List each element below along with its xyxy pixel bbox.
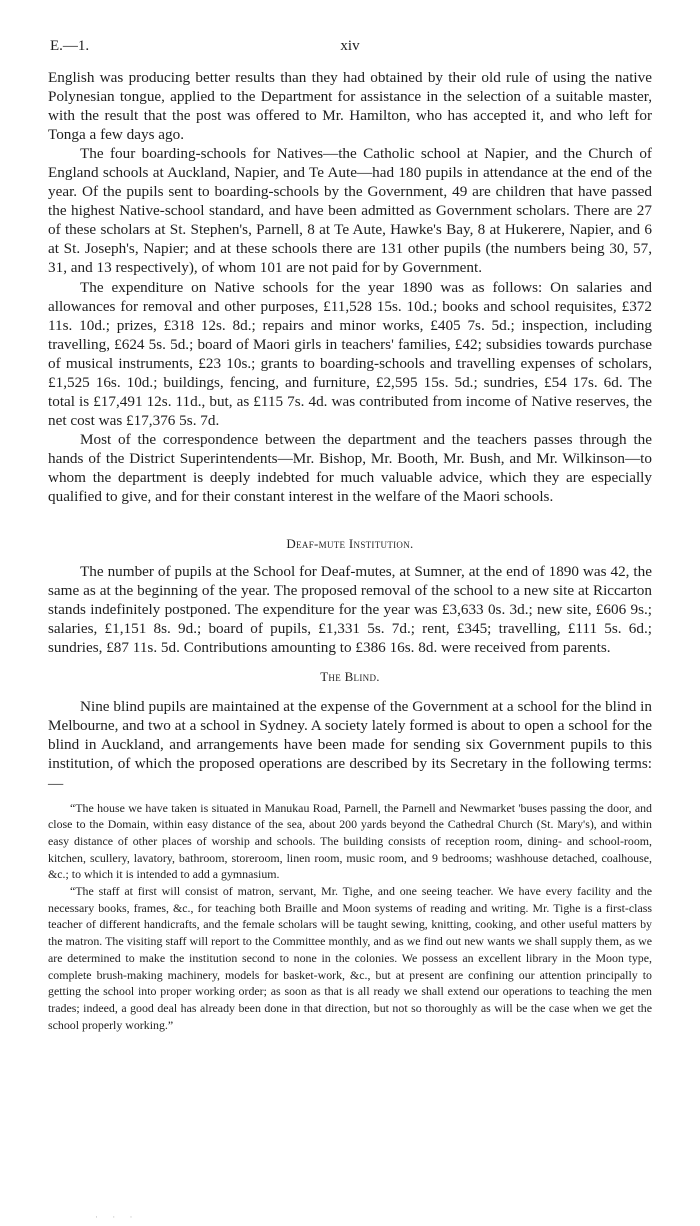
section-heading-deaf-mute: Deaf-mute Institution. [286, 536, 414, 552]
document-page [48, 38, 652, 1033]
document-reference: E.—1. [50, 38, 90, 54]
section-heading-blind: The Blind. [320, 669, 380, 685]
body-paragraph: The expenditure on Native schools for the year 1890 was as follows: On salaries and allowances for removal and other purposes, £11,528 15s. 10d.; books and school requisites, £372 11s. 10d.; prizes, £318 12s. 8d.; repairs and minor works, £405 7s. 5d.; inspection, including travelling, £624 5s. 5d.; board of Maori girls in teachers' families, £42; subsidies towards purchase of musical instruments, £23 10s.; grants to boarding-schools and travelling expenses of scholars, £1,525 16s. 10d.; buildings, fencing, and furniture, £2,595 15s. 5d.; sundries, £54 17s. 6d. The total is £17,491 12s. 11d., but, as £115 7s. 4d. was contributed from income of Native reserves, the net cost was £17,376 5s. 7d. [48, 278, 652, 429]
body-paragraph: The four boarding-schools for Natives—the Catholic school at Napier, and the Church of England schools at Auckland, Napier, and Te Aute—had 180 pupils in attendance at the end of the year. Of the pupils sent to boarding-schools by the Government, 49 are children that have passed the highest Native-school standard, and have been admitted as Government scholars. There are 27 of these scholars at St. Stephen's, Parnell, 8 at Te Aute, Hawke's Bay, 8 at Hukerere, Napier, and 6 at St. Joseph's, Napier; and at these schools there are 131 other pupils (the numbers being 30, 57, 31, and 13 respectively), of whom 101 are not paid for by Government. [48, 145, 652, 277]
scan-speck: · · · [95, 1212, 139, 1222]
body-paragraph: English was producing better results than they had obtained by their old rule of using the native Polynesian tongue, applied to the Department for assistance in the selection of a suitable master, with the result that the post was offered to Mr. Hamilton, who has accepted it, and who left for Tonga a few days ago. [48, 69, 652, 144]
body-paragraph: Nine blind pupils are maintained at the expense of the Government at a school for the blind in Melbourne, and two at a school in Sydney. A society lately formed is about to open a school for the blind in Auckland, and arrangements have been made for sending six Government pupils to this institution, of which the proposed operations are described by its Secretary in the following terms:— [48, 698, 652, 792]
page-header [48, 38, 652, 68]
body-paragraph: The number of pupils at the School for Deaf-mutes, at Sumner, at the end of 1890 was 42, the same as at the beginning of the year. The proposed removal of the school to a new site at Riccarton stands indefinitely postponed. The expenditure for the year was £3,633 0s. 3d.; new site, £606 9s.; salaries, £1,151 8s. 9d.; board of pupils, £1,331 5s. 7d.; rent, £345; travelling, £111 5s. 6d.; sundries, £87 11s. 5d. Contributions amounting to £386 16s. 8d. were received from parents. [48, 563, 652, 657]
blind-section [48, 697, 652, 792]
quote-paragraph: “The staff at first will consist of matron, servant, Mr. Tighe, and one seeing teacher. We have every facility and the necessary books, frames, &c., for teaching both Braille and Moon systems of reading and writing. Mr. Tighe is a first-class teacher of different handicrafts, and the female scholars will be taught sewing, knitting, cooking, and other useful matters by the matron. The visiting staff will report to the Committee monthly, and as we find out new wants we shall supply them, as we are determined to make the institution second to none in the colonies. We possess an excellent library in the Moon type, complete brush-making machinery, models for basket-work, &c., but at present are confining our attention principally to getting the school into proper working order; as soon as that is all ready we shall extend our operations to teaching the men trades; indeed, a good deal has already been done in that direction, but not so thoroughly as will be the case when we get the school properly working.” [48, 884, 652, 1032]
page-number: xiv [340, 38, 360, 54]
deaf-mute-section [48, 562, 652, 657]
native-schools-section [48, 68, 652, 506]
block-quote [48, 800, 652, 1034]
body-paragraph: Most of the correspondence between the department and the teachers passes through the hands of the District Superintendents—Mr. Bishop, Mr. Booth, Mr. Bush, and Mr. Wilkinson—to whom the department is deeply indebted for much valuable advice, which they are especially qualified to give, and for their constant interest in the welfare of the Maori schools. [48, 430, 652, 506]
quote-paragraph: “The house we have taken is situated in Manukau Road, Parnell, the Parnell and Newmarket 'buses passing the door, and close to the Domain, within easy distance of the sea, about 200 yards beyond the Cathedral Church (St. Mary's), and within easy distance of other places of worship and schools. The building consists of reception room, dining- and school-room, kitchen, scullery, lavatory, bathroom, storeroom, linen room, music room, and 9 bedrooms; washhouse detached, coalhouse, &c.; to which it is intended to add a gymnasium. [48, 800, 652, 882]
